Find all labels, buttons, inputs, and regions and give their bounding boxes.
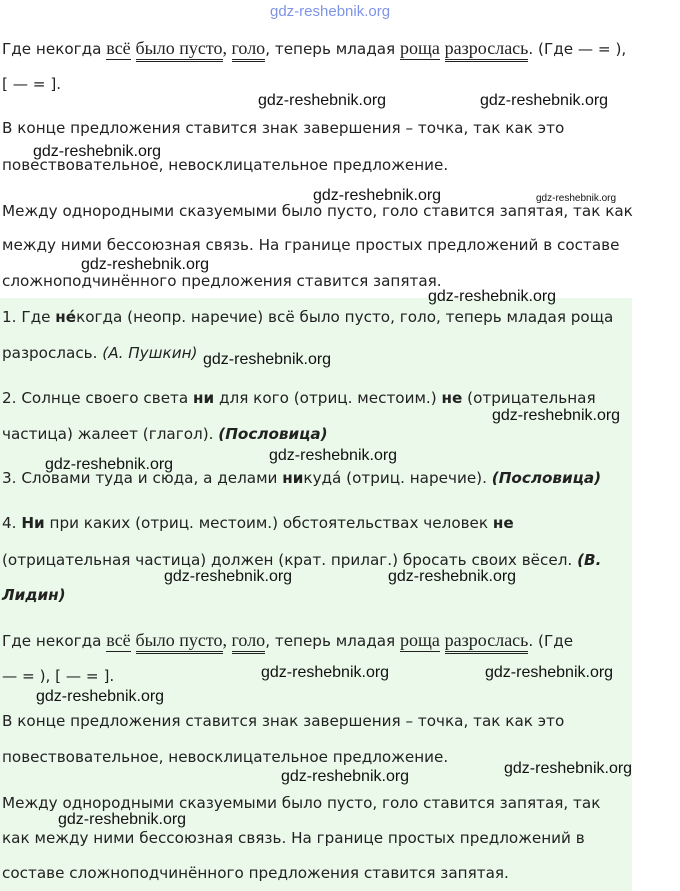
watermark: gdz-reshebnik.org <box>480 92 609 109</box>
watermark: gdz-reshebnik.org <box>492 407 621 424</box>
text: . (Где — = ), <box>528 40 627 58</box>
site-watermark: gdz-reshebnik.org <box>270 3 391 20</box>
text: частица) жалеет (глагол). <box>2 425 219 443</box>
paragraph-line: сложноподчинённого предложения ставится запятая. <box>2 272 442 290</box>
item-2-line-1 <box>2 388 596 408</box>
watermark: gdz-reshebnik.org <box>36 688 165 705</box>
text: 4. <box>2 514 22 532</box>
predicate-underline: было пусто <box>136 38 223 62</box>
watermark: gdz-reshebnik.org <box>388 568 517 585</box>
paragraph-line: как между ними бессоюзная связь. На границе простых предложений в <box>2 829 585 847</box>
watermark: gdz-reshebnik.org <box>313 187 442 204</box>
watermark: gdz-reshebnik.org <box>33 143 162 160</box>
paragraph-line: повествовательное, невосклицательное предложение. <box>2 748 449 766</box>
bold-text: ни <box>282 469 304 487</box>
citation: (Пословица) <box>218 425 328 443</box>
watermark: gdz-reshebnik.org <box>81 256 210 273</box>
paragraph-line: между ними бессоюзная связь. На границе простых предложений в составе <box>2 236 620 254</box>
item-4-line-2 <box>2 550 601 570</box>
text: 2. Солнце своего света <box>2 389 194 407</box>
text: куда́ (отриц. наречие). <box>303 469 492 487</box>
text: , <box>222 38 232 58</box>
text: 3. Словами туда и сюда, а делами <box>2 469 283 487</box>
watermark: gdz-reshebnik.org <box>258 92 387 109</box>
bold-text: ни <box>193 389 215 407</box>
watermark: gdz-reshebnik.org <box>504 760 633 777</box>
text: разрослась. <box>2 344 103 362</box>
paragraph-line: повествовательное, невосклицательное предложение. <box>2 156 449 174</box>
watermark: gdz-reshebnik.org <box>281 768 410 785</box>
watermark: gdz-reshebnik.org <box>203 351 332 368</box>
text: , <box>222 630 232 650</box>
predicate-underline: разрослась <box>445 630 529 654</box>
sentence-line-1 <box>2 38 626 59</box>
watermark: gdz-reshebnik.org <box>261 664 390 681</box>
item-1-line-2 <box>2 343 197 363</box>
watermark: gdz-reshebnik.org <box>269 447 398 464</box>
text: Где некогда <box>2 40 107 58</box>
text: Где некогда <box>2 632 107 650</box>
sentence-line-1-repeat <box>2 630 573 651</box>
predicate-underline: голо <box>232 630 266 654</box>
subject-underline: роща <box>399 38 440 58</box>
watermark: gdz-reshebnik.org <box>164 568 293 585</box>
scheme-line-repeat: — = ), [ — = ]. <box>2 667 115 685</box>
paragraph-line: В конце предложения ставится знак завершения – точка, так как это <box>2 712 565 730</box>
text: (отрицательная частица) должен (крат. прилаг.) бросать своих вёсел. <box>2 551 578 569</box>
paragraph-line: Между однородными сказуемыми было пусто, голо ставится запятая, так <box>2 794 601 812</box>
citation: (Пословица) <box>491 469 602 487</box>
paragraph-line: В конце предложения ставится знак завершения – точка, так как это <box>2 119 565 137</box>
subject-underline: всё <box>106 38 131 58</box>
watermark: gdz-reshebnik.org <box>45 456 174 473</box>
item-4-line-1 <box>2 513 514 533</box>
paragraph-line: составе сложноподчинённого предложения ставится запятая. <box>2 864 509 882</box>
text: для кого (отриц. местоим.) <box>214 389 442 407</box>
predicate-underline: голо <box>232 38 266 62</box>
text: (отрицательная <box>462 389 596 407</box>
bold-text: Ни <box>21 514 45 532</box>
watermark: gdz-reshebnik.org <box>536 193 617 204</box>
watermark: gdz-reshebnik.org <box>58 811 187 828</box>
text: , теперь младая <box>265 40 400 58</box>
watermark: gdz-reshebnik.org <box>428 288 557 305</box>
bold-text: не <box>492 514 514 532</box>
scheme-line: [ — = ]. <box>2 75 62 93</box>
bold-text: не́ <box>55 308 77 326</box>
bold-text: не <box>441 389 463 407</box>
subject-underline: роща <box>399 630 440 650</box>
text: когда (неопр. наречие) всё было пусто, голо, теперь младая роща <box>76 308 614 326</box>
citation: Лидин) <box>2 586 66 604</box>
predicate-underline: разрослась <box>445 38 529 62</box>
citation: (В. <box>577 551 602 569</box>
text <box>440 40 445 58</box>
item-1-line-1 <box>2 307 613 327</box>
citation: (А. Пушкин) <box>102 344 198 362</box>
predicate-underline: было пусто <box>136 630 223 654</box>
text: . (Где <box>528 632 574 650</box>
subject-underline: всё <box>106 630 131 650</box>
item-4-line-3 <box>2 585 66 605</box>
text: 1. Где <box>2 308 56 326</box>
text: при каких (отриц. местоим.) обстоятельствах человек <box>44 514 493 532</box>
paragraph-line: Между однородными сказуемыми было пусто, голо ставится запятая, так как <box>2 202 633 220</box>
watermark: gdz-reshebnik.org <box>485 664 614 681</box>
item-2-line-2 <box>2 424 328 444</box>
text <box>440 632 445 650</box>
text: , теперь младая <box>265 632 400 650</box>
